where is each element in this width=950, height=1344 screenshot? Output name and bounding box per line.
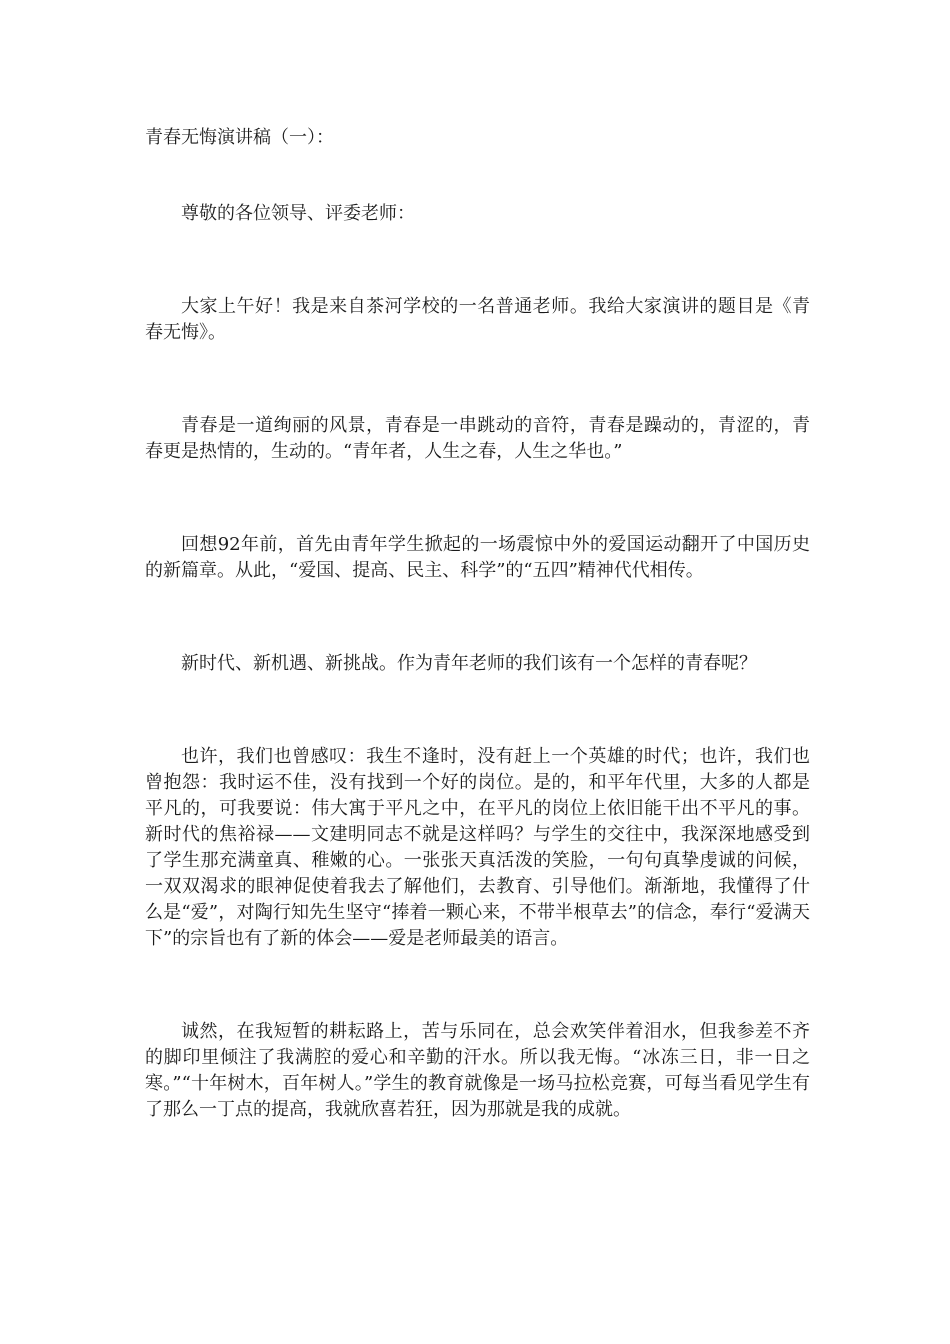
paragraph-salutation: 尊敬的各位领导、评委老师： xyxy=(181,203,415,224)
document-title: 青春无悔演讲稿（一）： xyxy=(145,127,334,148)
document-body xyxy=(145,125,810,1190)
paragraph-greeting: 大家上午好！我是来自茶河学校的一名普通老师。我给大家演讲的题目是《青春无悔》。 xyxy=(145,296,810,343)
paragraph-new-era: 新时代、新机遇、新挑战。作为青年老师的我们该有一个怎样的青春呢？ xyxy=(181,653,757,674)
paragraph-history: 回想92年前，首先由青年学生掀起的一场震惊中外的爱国运动翻开了中国历史的新篇章。从此，“爱国、提高、民主、科学”的“五四”精神代代相传。 xyxy=(145,534,810,581)
paragraph-youth: 青春是一道绚丽的风景，青春是一串跳动的音符，青春是躁动的，青涩的，青春更是热情的，生动的。“青年者，人生之春，人生之华也。” xyxy=(145,415,810,462)
paragraph-no-regret: 诚然，在我短暂的耕耘路上，苦与乐同在，总会欢笑伴着泪水，但我参差不齐的脚印里倾注了我满腔的爱心和辛勤的汗水。所以我无悔。“冰冻三日，非一日之寒。”“十年树木，百年树人。”学生的教育就像是一场马拉松竞赛，可每当看见学生有了那么一丁点的提高，我就欣喜若狂，因为那就是我的成就。 xyxy=(145,1021,810,1120)
paragraph-ordinary: 也许，我们也曾感叹：我生不逢时，没有赶上一个英雄的时代；也许，我们也曾抱怨：我时运不佳，没有找到一个好的岗位。是的，和平年代里，大多的人都是平凡的，可我要说：伟大寓于平凡之中，在平凡的岗位上依旧能干出不平凡的事。新时代的焦裕禄——文建明同志不就是这样吗？与学生的交往中，我深深地感受到了学生那充满童真、稚嫩的心。一张张天真活泼的笑脸，一句句真挚虔诚的问候，一双双渴求的眼神促使着我去了解他们，去教育、引导他们。渐渐地，我懂得了什么是“爱”，对陶行知先生坚守“捧着一颗心来，不带半根草去”的信念，奉行“爱满天下”的宗旨也有了新的体会——爱是老师最美的语言。 xyxy=(145,746,810,949)
